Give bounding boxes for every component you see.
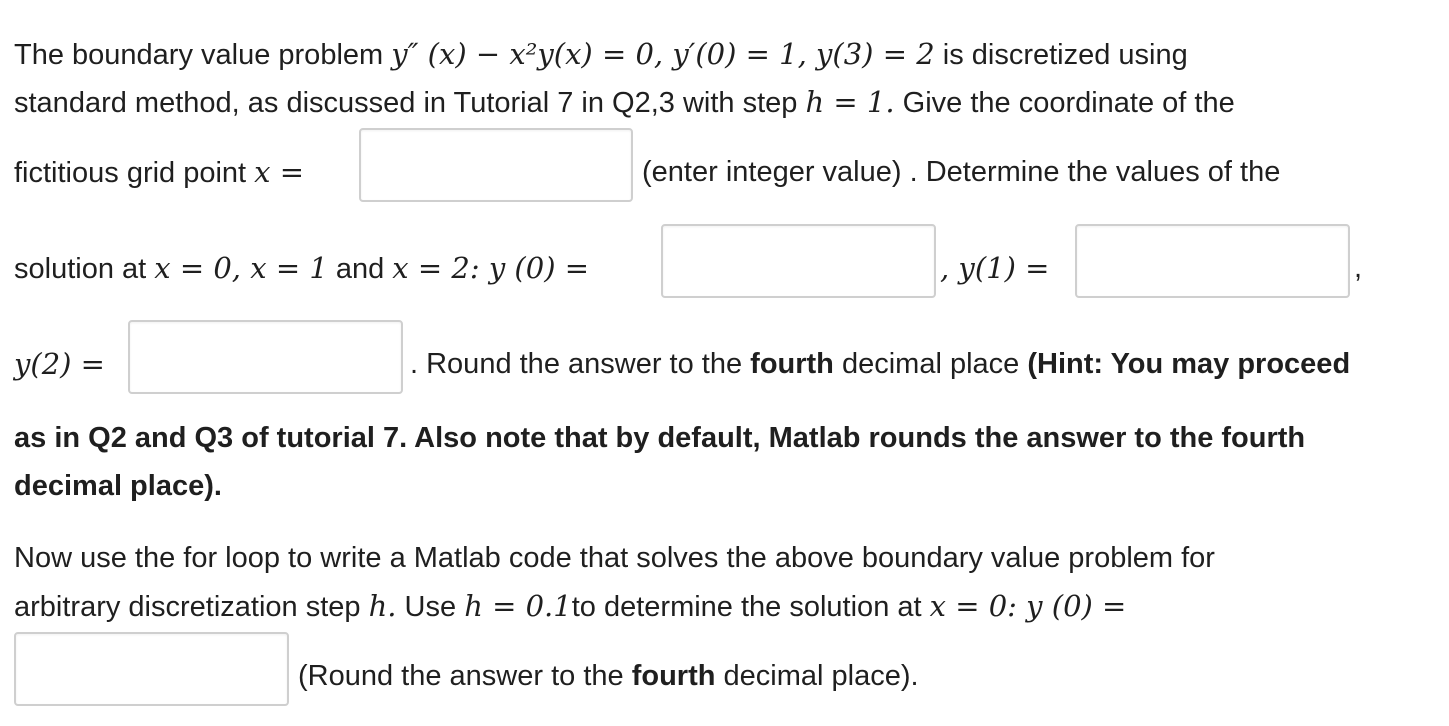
question-text: to determine the solution at	[571, 591, 930, 623]
question-line-8	[14, 540, 1215, 576]
question-text: arbitrary discretization step	[14, 591, 369, 623]
question-text: is discretized using	[934, 39, 1188, 71]
hint-text: decimal place).	[14, 470, 222, 502]
question-text: and	[327, 253, 393, 285]
y2-label-math: y(2) =	[14, 347, 105, 381]
question-line-7	[14, 468, 222, 504]
fictitious-point-input[interactable]	[359, 128, 633, 202]
question-text: Use	[396, 591, 465, 623]
trailing-comma: ,	[1354, 252, 1363, 284]
question-line-5	[14, 346, 105, 383]
y1-label-math: , y(1) =	[940, 251, 1050, 285]
question-text: solution at	[14, 253, 155, 285]
question-line-4c	[1354, 250, 1362, 286]
y0-label-math: x = 2: y (0) =	[392, 251, 590, 285]
question-text: Give the coordinate of the	[894, 87, 1235, 119]
y0-input[interactable]	[661, 224, 936, 298]
x-equals-math: x =	[254, 155, 305, 189]
hint-text: as in Q2 and Q3 of tutorial 7. Also note that by default, Matlab rounds the answer to the fourth	[14, 422, 1306, 454]
hint-text: (Hint: You may proceed	[1027, 348, 1351, 380]
emphasis-text: fourth	[750, 348, 834, 380]
question-line-9	[14, 588, 1126, 625]
question-text: The boundary value problem	[14, 39, 392, 71]
question-line-6	[14, 420, 1305, 456]
question-text: decimal place	[833, 348, 1028, 380]
y0-h01-input[interactable]	[14, 632, 289, 706]
y0-label-math: x = 0: y (0) =	[929, 589, 1127, 623]
question-line-2	[14, 84, 1235, 121]
question-line-10	[298, 658, 919, 694]
y1-input[interactable]	[1075, 224, 1350, 298]
emphasis-text: fourth	[631, 660, 716, 692]
x-values-math: x = 0, x = 1	[154, 251, 328, 285]
question-text: standard method, as discussed in Tutorial 7 in Q2,3 with step	[14, 87, 806, 119]
question-text: (enter integer value) . Determine the values of the	[642, 156, 1281, 188]
step-size-math: h = 1.	[805, 85, 895, 119]
question-text: Now use the for loop to write a Matlab code that solves the above boundary value problem for	[14, 542, 1215, 574]
question-text: decimal place).	[715, 660, 919, 692]
question-line-4b	[940, 250, 1049, 287]
question-text: . Round the answer to the	[410, 348, 751, 380]
bvp-equation: y″ (x) − x²y(x) = 0, y′(0) = 1, y(3) = 2	[391, 37, 935, 71]
question-line-3b	[642, 154, 1280, 190]
question-line-5b	[410, 346, 1350, 382]
question-line-3	[14, 154, 304, 191]
question-line-1	[14, 36, 1188, 73]
question-text: fictitious grid point	[14, 157, 255, 189]
question-text: (Round the answer to the	[298, 660, 632, 692]
y2-input[interactable]	[128, 320, 403, 394]
h-math: h.	[368, 589, 397, 623]
h-value-math: h = 0.1	[464, 589, 572, 623]
question-line-4	[14, 250, 589, 287]
